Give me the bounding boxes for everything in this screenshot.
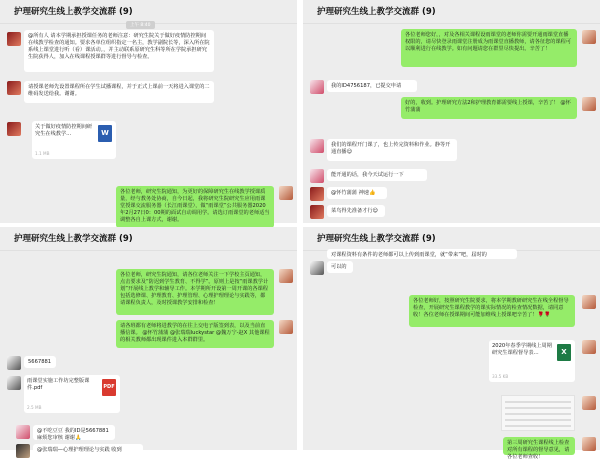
avatar[interactable] xyxy=(7,32,21,46)
file-title: 关于做好疫情防控期间研究生在线教学… xyxy=(35,124,93,137)
message-bubble[interactable]: 请授课老师先设置课程所在学生试播课程，并于正式上课前一天将进入课堂的二维码发送给我。谢谢。 xyxy=(24,81,214,103)
timestamp: 上午 8:40 xyxy=(126,21,155,29)
avatar[interactable] xyxy=(279,186,293,200)
avatar[interactable] xyxy=(310,80,324,94)
avatar[interactable] xyxy=(16,444,30,458)
file-card[interactable] xyxy=(24,375,120,413)
message-bubble[interactable]: 5667881 xyxy=(24,356,56,368)
avatar[interactable] xyxy=(7,356,21,370)
file-title: 雨课堂实施工作坊完整版课件.pdf xyxy=(27,378,90,391)
chat-title: 护理研究生线上教学交流群 (9) xyxy=(303,0,600,24)
message-bubble[interactable]: 我们的课程开门课了，也上传完资料和作业。静等开通直播😊 xyxy=(327,139,457,161)
avatar[interactable] xyxy=(582,97,596,111)
file-size: 2.5 MB xyxy=(27,405,42,410)
message-bubble[interactable]: 各位老师，研究生院通知，为更好的保障研究生在线教学授课质量，经与教务处协商，自今日起，我将研究生院研究生应用雨课堂授课交流服务器（长江雨课堂），做“雨课堂”公共服务器2020年2月27日0：00期的面试自动调用学。请选订雨课堂的老师适当调整各自上课方式，谢谢。 xyxy=(116,186,274,228)
chat-title: 护理研究生线上教学交流群 (9) xyxy=(0,227,297,251)
chat-title: 护理研究生线上教学交流群 (9) xyxy=(303,227,600,251)
avatar[interactable] xyxy=(7,81,21,95)
avatar[interactable] xyxy=(310,205,324,219)
chat-panel-4 xyxy=(303,227,600,460)
avatar[interactable] xyxy=(279,320,293,334)
message-list[interactable] xyxy=(303,24,600,223)
message-bubble[interactable]: 可以的 xyxy=(327,261,353,273)
image-thumbnail[interactable] xyxy=(501,395,575,431)
message-bubble[interactable]: @所有人 请本学期承担授课任务的老师注意：研究生院关于做好疫情防控期间在线教学检查的通知。要求各单位组织指定一名主，教学副院长等，深入所在院系线上课堂进行听（看）课活动。，并主动联系原研究生科等所在学院承担研究生院获得人，加入在线课程授课群等进行督导与检查。 xyxy=(24,30,214,72)
file-size: 1.1 MB xyxy=(35,151,50,156)
file-card[interactable] xyxy=(489,340,575,382)
chat-panel-2 xyxy=(303,0,600,223)
avatar[interactable] xyxy=(279,269,293,283)
avatar[interactable] xyxy=(582,396,596,410)
avatar[interactable] xyxy=(310,139,324,153)
message-bubble[interactable]: 第三周研究生课程线上检查对所有课程的督导意见，请各位老师查收！ xyxy=(503,437,575,455)
message-bubble[interactable]: 请各班都有老师将进教学的在往上交电子版签到表，以及当前直播信课。 @怀竹蒲蒲 @张瑞瑞luckystar @魏万宁-赵X 其他课程的相关教师都出现课件进入本群群里。 xyxy=(116,320,274,348)
message-list[interactable] xyxy=(303,251,600,460)
message-bubble[interactable]: @张瑞瑞—心理护理理论与实践 收到 xyxy=(33,444,143,454)
file-card[interactable] xyxy=(32,121,116,159)
message-bubble[interactable]: 对课程资料有条件的老师都可以上传到雨课堂，就“带来”吧，届时的 xyxy=(327,249,517,259)
avatar[interactable] xyxy=(310,261,324,275)
chat-panel-3 xyxy=(0,227,297,453)
file-title: 2020年春季学期线上周期研究生课程督导表… xyxy=(492,343,552,356)
excel-file-icon: X xyxy=(557,344,571,361)
avatar[interactable] xyxy=(582,30,596,44)
chat-title: 护理研究生线上教学交流群 (9) xyxy=(0,0,297,24)
message-bubble[interactable]: @怀竹蒲蒲 神速👍 xyxy=(327,187,387,199)
message-bubble[interactable]: @不吃豆豆 我的ID是5667881 麻烦您审核 谢谢🙏 xyxy=(33,425,115,440)
message-bubble[interactable]: 好的，收到。护理研究方法2和护理教育都需要线上授课，辛苦了！ @怀竹蒲蒲 xyxy=(401,97,577,119)
chat-panel-1 xyxy=(0,0,297,223)
avatar[interactable] xyxy=(582,295,596,309)
avatar[interactable] xyxy=(310,187,324,201)
avatar[interactable] xyxy=(582,437,596,451)
avatar[interactable] xyxy=(582,340,596,354)
message-bubble[interactable]: 各位老师，研究生院通知，请各位老师关注一下学校主页通知，点击要求及“防迟到学生教育、不得学”。原则上是按“雨课教学计划”开展线上教学和辅导工作。本学期所开设第一周开课的各课程包括选修课、护理教育、护理管理、心理护理理论与实践等，都请课程负责人，及时授课教学安排和检查！ xyxy=(116,269,274,315)
avatar[interactable] xyxy=(310,169,324,183)
avatar[interactable] xyxy=(7,122,21,136)
message-bubble[interactable]: 各位老师好，按照研究生院要求，将本学期教研研究生在线全程督导检查，开展研究生课程教学的课实际情况的检查情况数据，请同意收！各位老师在授课期间可能加维线上授课吧辛苦了！🌹🌹 xyxy=(409,295,575,327)
message-list[interactable] xyxy=(0,251,297,453)
pdf-file-icon: PDF xyxy=(102,379,116,396)
message-bubble[interactable]: 菜鸟得先准备才行😊 xyxy=(327,205,385,217)
avatar[interactable] xyxy=(7,376,21,390)
message-bubble[interactable]: 我的ID4756187，已提交申请 xyxy=(327,80,417,92)
message-bubble[interactable]: 各位老师您好，，对及各相关课程设雨课堂的老师你需要开通雨课堂直播权限的，请尽快登录雨课堂注册成为雨课堂直播教师，请各征您的课程可以顺利进行在线教学。如有问题请您在群里尽快提出。辛苦了！ xyxy=(401,29,577,67)
message-list[interactable] xyxy=(0,24,297,223)
message-bubble[interactable]: 能开通的话，我今天试运行一下 xyxy=(327,169,427,181)
avatar[interactable] xyxy=(16,425,30,439)
file-size: 33.5 KB xyxy=(492,374,509,379)
word-file-icon: W xyxy=(98,125,112,142)
